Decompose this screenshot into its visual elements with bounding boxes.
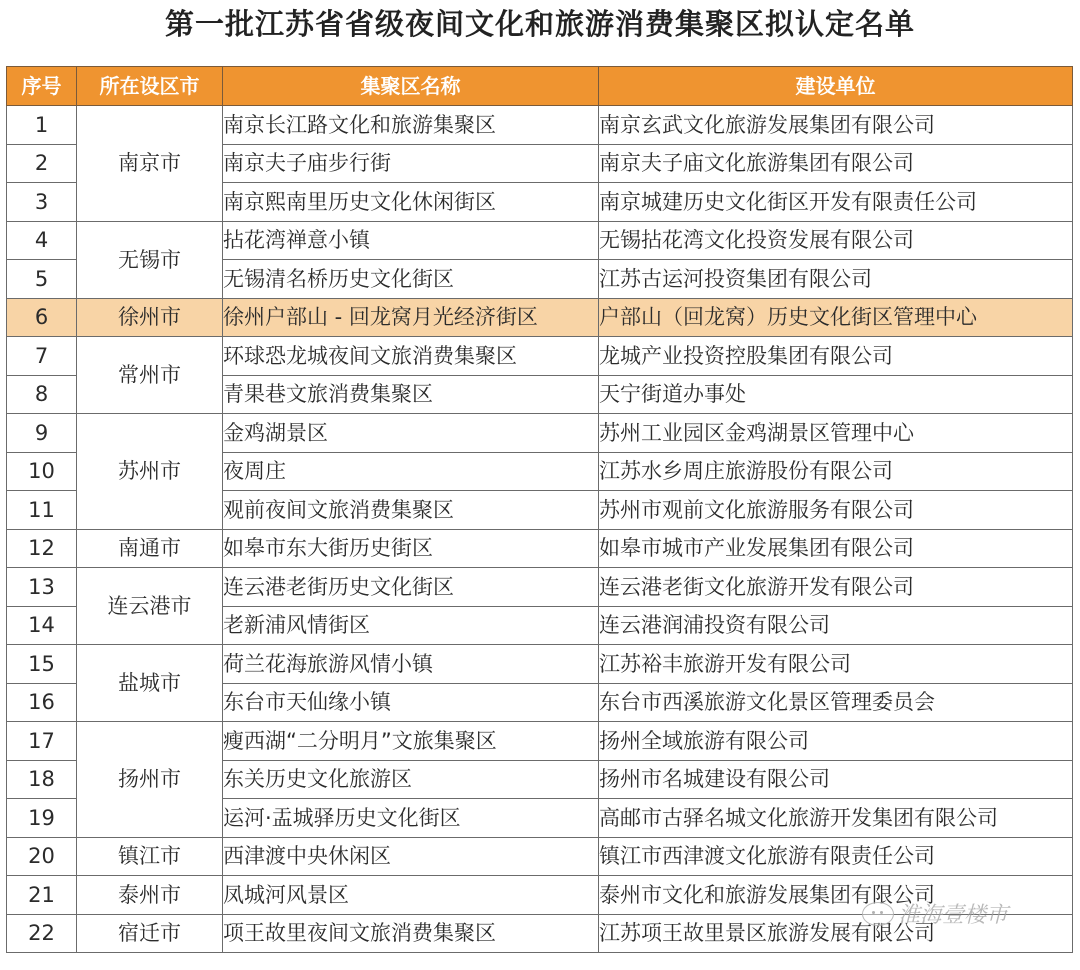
row-builder-unit: 江苏裕丰旅游开发有限公司 [599,645,1073,684]
row-city: 南京市 [77,106,223,222]
row-zone-name: 如皋市东大街历史街区 [223,529,599,568]
row-zone-name: 青果巷文旅消费集聚区 [223,375,599,414]
row-city: 扬州市 [77,722,223,838]
table-header [7,67,1073,106]
row-zone-name: 环球恐龙城夜间文旅消费集聚区 [223,337,599,376]
row-city: 宿迁市 [77,914,223,953]
row-index: 21 [7,876,77,915]
row-index: 19 [7,799,77,838]
row-index: 11 [7,491,77,530]
row-builder-unit: 户部山（回龙窝）历史文化街区管理中心 [599,298,1073,337]
row-index: 3 [7,183,77,222]
row-builder-unit: 高邮市古驿名城文化旅游开发集团有限公司 [599,799,1073,838]
row-builder-unit: 镇江市西津渡文化旅游有限责任公司 [599,837,1073,876]
page-title: 第一批江苏省省级夜间文化和旅游消费集聚区拟认定名单 [164,7,915,41]
row-zone-name: 金鸡湖景区 [223,414,599,453]
row-index: 4 [7,221,77,260]
row-index: 10 [7,452,77,491]
row-zone-name: 荷兰花海旅游风情小镇 [223,645,599,684]
row-builder-unit: 江苏古运河投资集团有限公司 [599,260,1073,299]
table-row [7,914,1073,953]
row-city: 苏州市 [77,414,223,530]
row-builder-unit: 南京夫子庙文化旅游集团有限公司 [599,144,1073,183]
row-zone-name: 无锡清名桥历史文化街区 [223,260,599,299]
table-row-highlighted [7,298,1073,337]
table-row [7,414,1073,453]
table-row [7,837,1073,876]
row-zone-name: 观前夜间文旅消费集聚区 [223,491,599,530]
header-builder-unit: 建设单位 [599,67,1073,106]
row-zone-name: 连云港老街历史文化街区 [223,568,599,607]
row-index: 22 [7,914,77,953]
row-zone-name: 夜周庄 [223,452,599,491]
row-builder-unit: 扬州市名城建设有限公司 [599,760,1073,799]
row-zone-name: 东台市天仙缘小镇 [223,683,599,722]
table-row [7,568,1073,607]
row-index: 13 [7,568,77,607]
row-city: 镇江市 [77,837,223,876]
row-index: 15 [7,645,77,684]
row-city: 盐城市 [77,645,223,722]
row-builder-unit: 江苏水乡周庄旅游股份有限公司 [599,452,1073,491]
row-index: 18 [7,760,77,799]
row-index: 5 [7,260,77,299]
table-row [7,645,1073,684]
row-zone-name: 南京夫子庙步行街 [223,144,599,183]
row-zone-name: 东关历史文化旅游区 [223,760,599,799]
row-zone-name: 运河·盂城驿历史文化街区 [223,799,599,838]
header-row [7,67,1073,106]
header-index: 序号 [7,67,77,106]
row-zone-name: 老新浦风情街区 [223,606,599,645]
row-builder-unit: 南京城建历史文化街区开发有限责任公司 [599,183,1073,222]
row-city: 无锡市 [77,221,223,298]
row-builder-unit: 泰州市文化和旅游发展集团有限公司 [599,876,1073,915]
row-zone-name: 南京长江路文化和旅游集聚区 [223,106,599,145]
row-builder-unit: 龙城产业投资控股集团有限公司 [599,337,1073,376]
row-builder-unit: 连云港老街文化旅游开发有限公司 [599,568,1073,607]
row-index: 14 [7,606,77,645]
row-builder-unit: 无锡拈花湾文化投资发展有限公司 [599,221,1073,260]
table-row [7,722,1073,761]
row-city: 连云港市 [77,568,223,645]
row-city: 南通市 [77,529,223,568]
row-city: 常州市 [77,337,223,414]
row-builder-unit: 连云港润浦投资有限公司 [599,606,1073,645]
row-index: 9 [7,414,77,453]
row-builder-unit: 扬州全域旅游有限公司 [599,722,1073,761]
table-row [7,529,1073,568]
row-builder-unit: 江苏项王故里景区旅游发展有限公司 [599,914,1073,953]
table-row [7,337,1073,376]
table-row [7,106,1073,145]
row-builder-unit: 如皋市城市产业发展集团有限公司 [599,529,1073,568]
row-zone-name: 南京熙南里历史文化休闲街区 [223,183,599,222]
row-builder-unit: 苏州市观前文化旅游服务有限公司 [599,491,1073,530]
row-index: 1 [7,106,77,145]
row-zone-name: 拈花湾禅意小镇 [223,221,599,260]
table-row [7,221,1073,260]
row-builder-unit: 东台市西溪旅游文化景区管理委员会 [599,683,1073,722]
row-index: 7 [7,337,77,376]
row-index: 12 [7,529,77,568]
row-builder-unit: 天宁街道办事处 [599,375,1073,414]
row-zone-name: 项王故里夜间文旅消费集聚区 [223,914,599,953]
row-zone-name: 西津渡中央休闲区 [223,837,599,876]
row-index: 17 [7,722,77,761]
watermark-text: 淮海壹楼市 [898,903,1009,928]
table-row [7,876,1073,915]
table-body [7,106,1073,953]
row-zone-name: 凤城河风景区 [223,876,599,915]
row-builder-unit: 苏州工业园区金鸡湖景区管理中心 [599,414,1073,453]
header-zone-name: 集聚区名称 [223,67,599,106]
row-zone-name: 瘦西湖“二分明月”文旅集聚区 [223,722,599,761]
row-index: 6 [7,298,77,337]
row-city: 徐州市 [77,298,223,337]
row-index: 8 [7,375,77,414]
row-index: 16 [7,683,77,722]
designation-list-table [6,66,1073,953]
row-builder-unit: 南京玄武文化旅游发展集团有限公司 [599,106,1073,145]
header-city: 所在设区市 [77,67,223,106]
row-city: 泰州市 [77,876,223,915]
row-index: 2 [7,144,77,183]
row-index: 20 [7,837,77,876]
row-zone-name: 徐州户部山 - 回龙窝月光经济街区 [223,298,599,337]
